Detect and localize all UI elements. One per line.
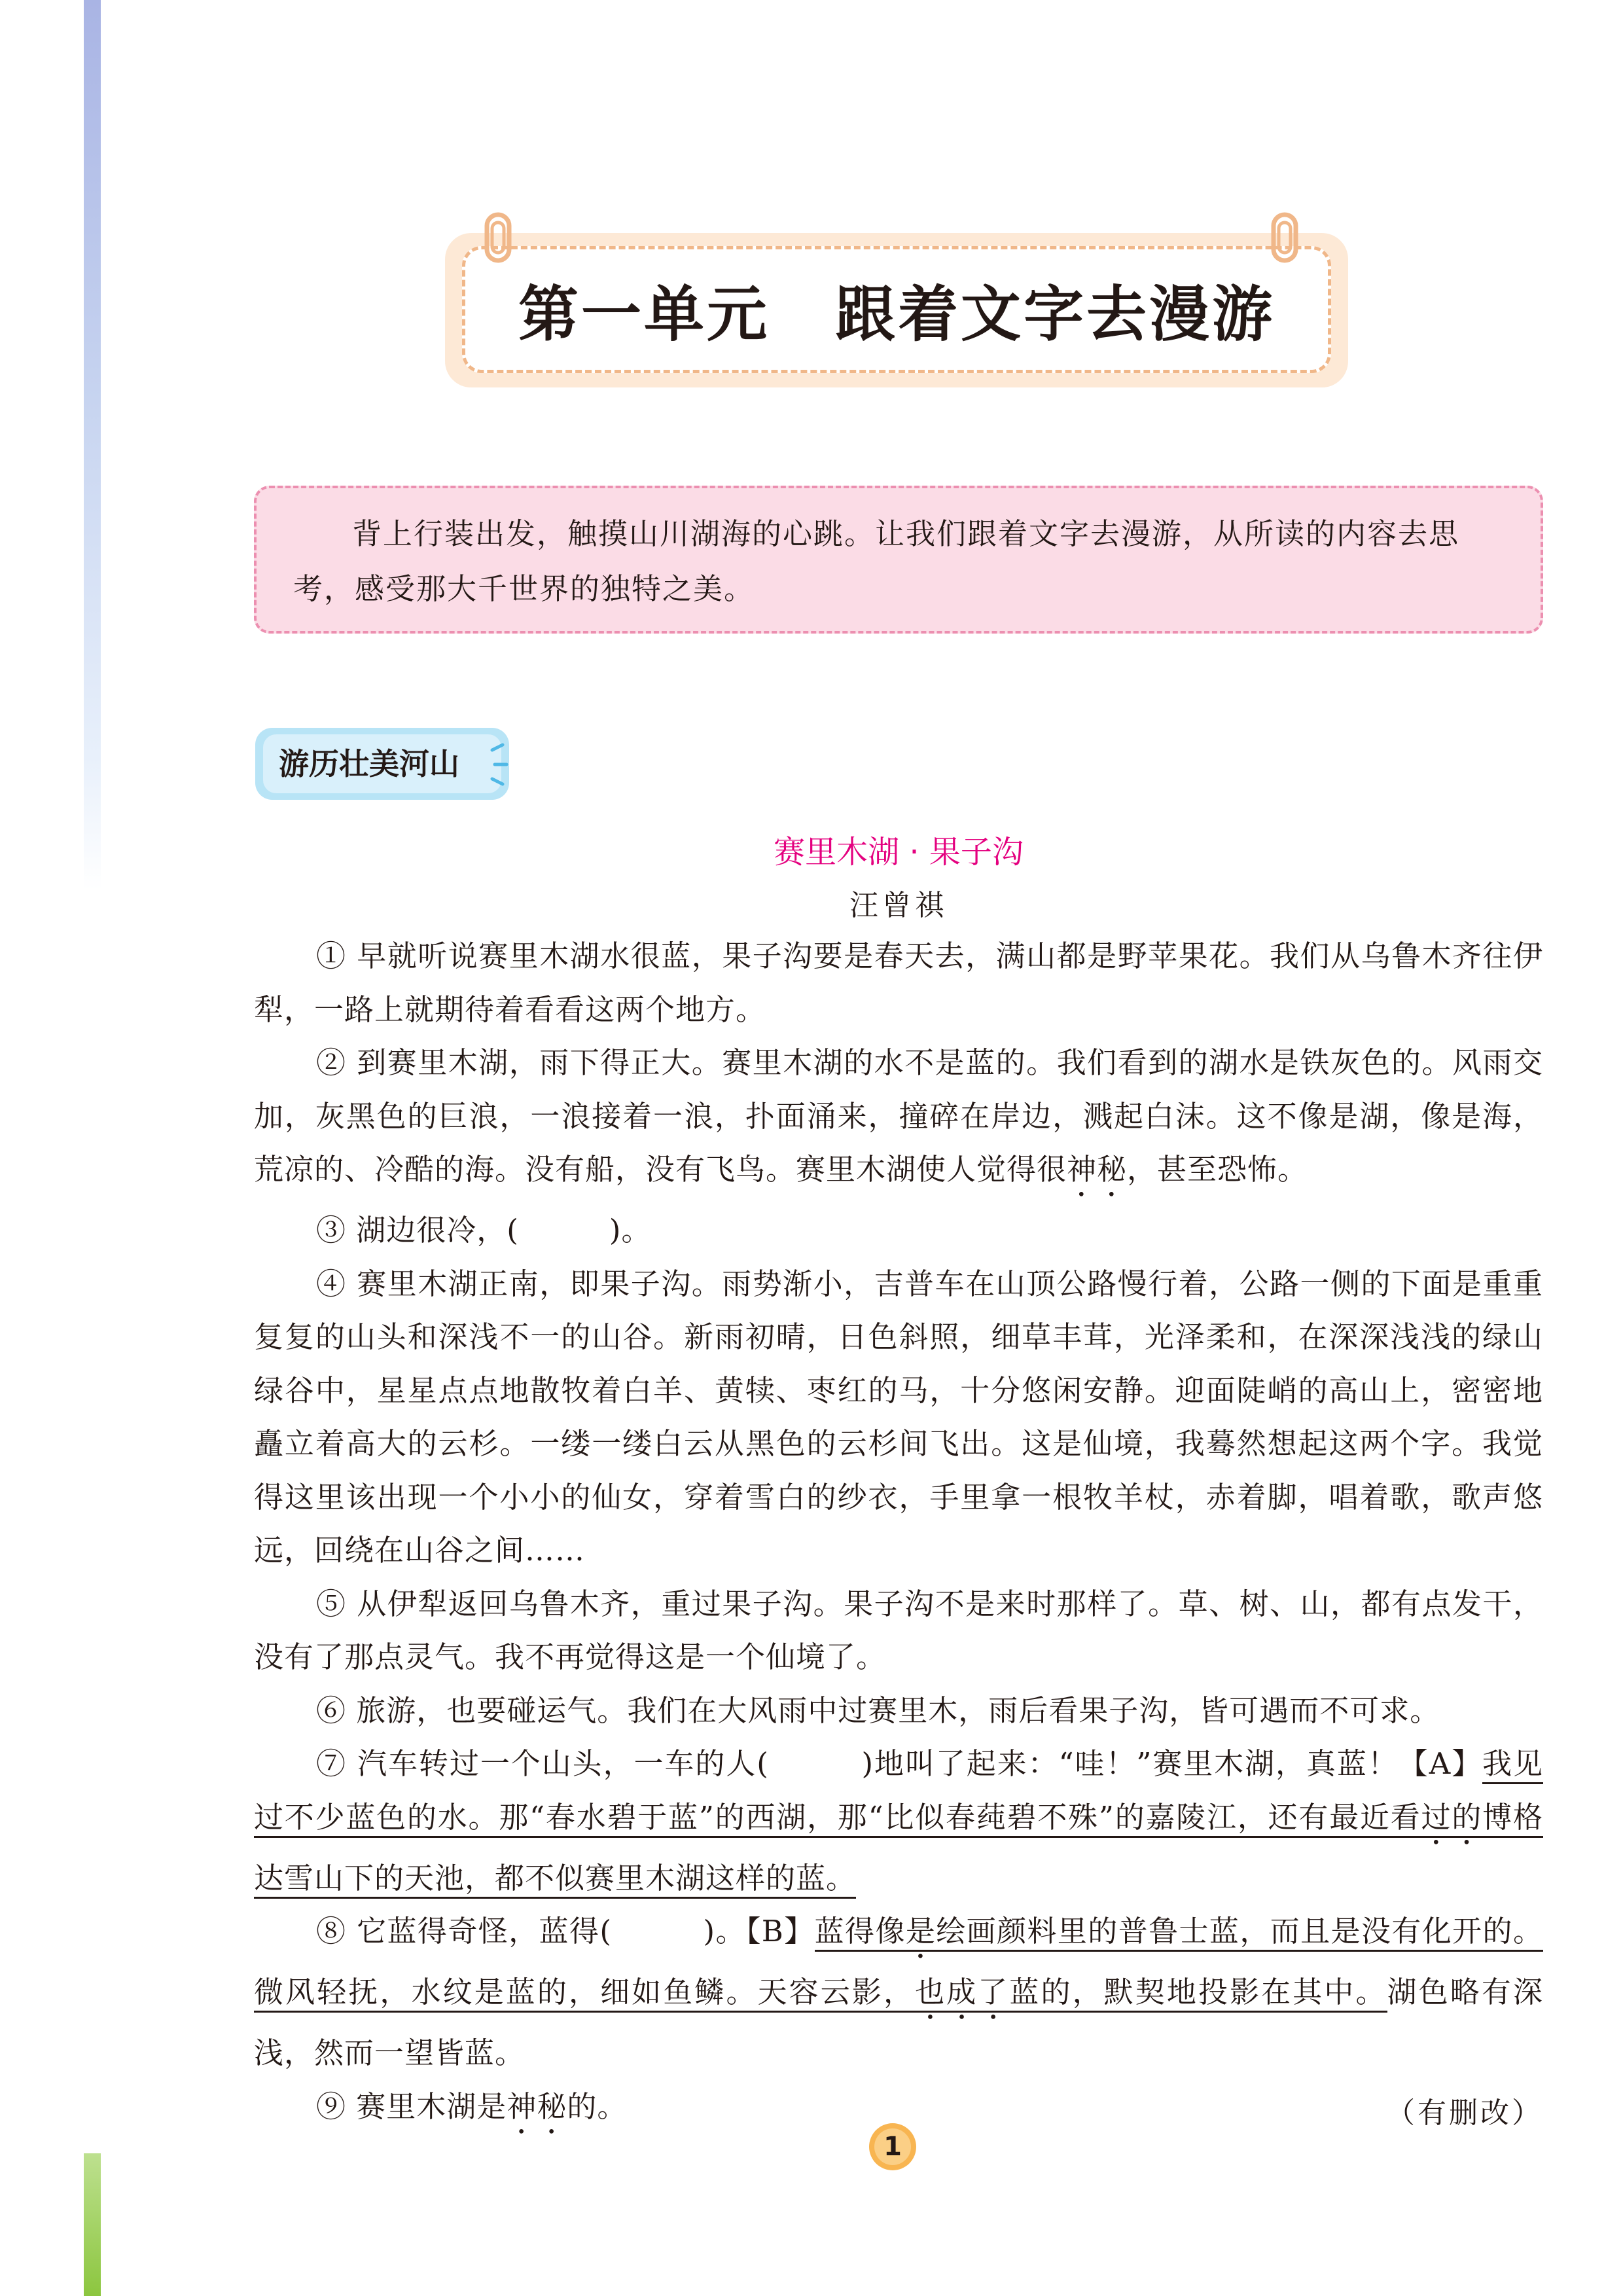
paragraph-9: ⑨ 赛里木湖是神秘的。 [316, 2089, 628, 2124]
underlined-sentence-b: 蓝得像是绘画颜料里的普鲁士蓝，而且是没有化开的。微风轻抚，水纹是蓝的，细如鱼鳞。天容云影，也成了蓝的，默契地投影在其中。 [254, 1914, 1543, 2013]
article-author: 汪曾祺 [849, 889, 948, 922]
paragraph-4: ④ 赛里木湖正南，即果子沟。雨势渐小，吉普车在山顶公路慢行着，公路一侧的下面是重重复复的山头和深浅不一的山谷。新雨初晴，日色斜照，细草丰茸，光泽柔和，在深深浅浅的绿山绿谷中，星星点点地散牧着白羊、黄犊、枣红的马，十分悠闲安静。迎面陡峭的高山上，密密地矗立着高大的云杉。一缕一缕白云从黑色的云杉间飞出。这是仙境，我蓦然想起这两个字。我觉得这里该出现一个小小的仙女，穿着雪白的纱衣，手里拿一根牧羊杖，赤着脚，唱着歌，歌声悠远，回绕在山谷之间…… [254, 1266, 1543, 1568]
unit-label: 第一单元 [518, 279, 770, 350]
intro-text: 背上行装出发，触摸山川湖海的心跳。让我们跟着文字去漫游，从所读的内容去思考，感受那大千世界的独特之美。 [293, 516, 1460, 606]
emphasis-mark: 神秘 [1067, 1152, 1128, 1187]
section-tag-label: 游历壮美河山 [279, 746, 459, 781]
sparkle-icon [483, 738, 516, 791]
article-title: 赛里木湖 · 果子沟 [774, 834, 1024, 870]
emphasis-mark: 神秘 [507, 2089, 567, 2124]
paragraph-7: ⑦ 汽车转过一个山头，一车的人( )地叫了起来：“哇！”赛里木湖，真蓝！【A】我见过不少蓝色的水。那“春水碧于蓝”的西湖，那“比似春莼碧不殊”的嘉陵江，还有最近看过的博格达雪山下的天池，都不似赛里木湖这样的蓝。 [254, 1737, 1543, 1905]
page-edge-stripe-top [84, 0, 101, 890]
paragraph-8: ⑧ 它蓝得奇怪，蓝得( )。【B】蓝得像是绘画颜料里的普鲁士蓝，而且是没有化开的。微风轻抚，水纹是蓝的，细如鱼鳞。天容云影，也成了蓝的，默契地投影在其中。湖色略有深浅，然而一望皆蓝。 [254, 1914, 1543, 2070]
page-number: 1 [883, 2132, 902, 2162]
paragraph-1: ① 早就听说赛里木湖水很蓝，果子沟要是春天去，满山都是野苹果花。我们从乌鲁木齐往伊犁，一路上就期待着看看这两个地方。 [254, 939, 1543, 1027]
emphasis-mark: 是 [905, 1914, 936, 1948]
underlined-sentence-a: 我见过不少蓝色的水。那“春水碧于蓝”的西湖，那“比似春莼碧不殊”的嘉陵江，还有最近看过的博格达雪山下的天池，都不似赛里木湖这样的蓝。 [254, 1746, 1543, 1899]
paragraph-5: ⑤ 从伊犁返回乌鲁木齐，重过果子沟。果子沟不是来时那样了。草、树、山，都有点发干，没有了那点灵气。我不再觉得这是一个仙境了。 [254, 1586, 1543, 1674]
emphasis-mark: 过的 [1421, 1799, 1483, 1835]
unit-title [462, 246, 1331, 373]
page-edge-stripe-bottom [84, 2153, 101, 2296]
emphasis-mark: 也成了 [915, 1975, 1010, 2009]
source-note: （有删改） [1386, 2096, 1543, 2130]
unit-theme: 跟着文字去漫游 [835, 279, 1275, 350]
paragraph-3: ③ 湖边很冷，( )。 [316, 1213, 652, 1247]
paragraph-2: ② 到赛里木湖，雨下得正大。赛里木湖的水不是蓝的。我们看到的湖水是铁灰色的。风雨交加，灰黑色的巨浪，一浪接着一浪，扑面涌来，撞碎在岸边，溅起白沫。这不像是湖，像是海，荒凉的、冷酷的海。没有船，没有飞鸟。赛里木湖使人觉得很神秘，甚至恐怖。 [254, 1045, 1543, 1187]
article-body [254, 929, 1543, 2141]
paragraph-6: ⑥ 旅游，也要碰运气。我们在大风雨中过赛里木，雨后看果子沟，皆可遇而不可求。 [316, 1693, 1440, 1728]
